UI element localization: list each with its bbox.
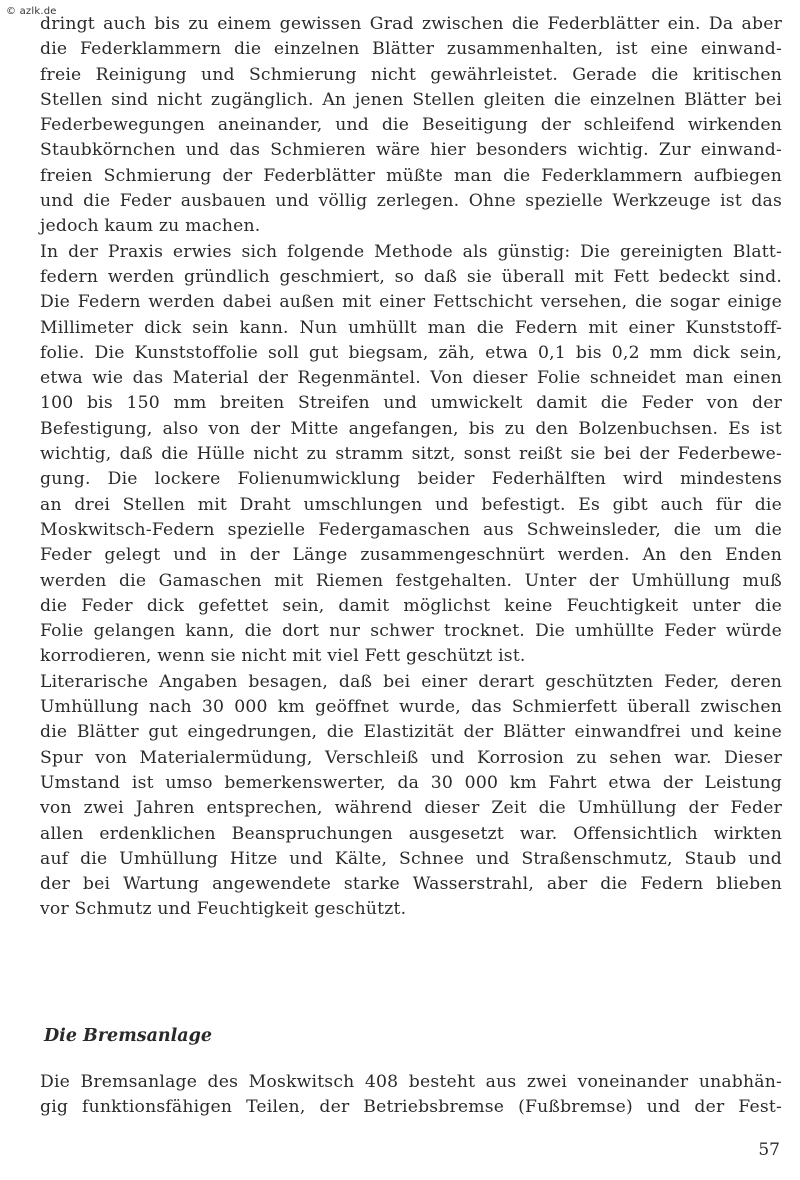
- text-line: Moskwitsch-Federn spezielle Federgamaschen aus Schweinsleder, die um die: [40, 519, 782, 540]
- text-line: Spur von Materialermüdung, Verschleiß und Korrosion zu sehen war. Dieser: [40, 747, 782, 768]
- text-line: Stellen sind nicht zugänglich. An jenen Stellen gleiten die einzelnen Blätter bei: [40, 89, 782, 110]
- body-text: [40, 12, 782, 923]
- text-line: werden die Gamaschen mit Riemen festgehalten. Unter der Umhüllung muß: [40, 570, 782, 591]
- watermark: © azlk.de: [6, 6, 57, 17]
- paragraph-3: [40, 670, 782, 923]
- text-line: jedoch kaum zu machen.: [40, 216, 261, 237]
- text-line: der bei Wartung angewendete starke Wasserstrahl, aber die Federn blieben: [40, 874, 782, 895]
- text-line: Folie gelangen kann, die dort nur schwer trocknet. Die umhüllte Feder würde: [40, 621, 782, 642]
- text-line: Literarische Angaben besagen, daß bei einer derart geschützten Feder, deren: [40, 671, 782, 692]
- text-line: und die Feder ausbauen und völlig zerlegen. Ohne spezielle Werkzeuge ist das: [40, 191, 782, 212]
- text-line: auf die Umhüllung Hitze und Kälte, Schnee und Straßenschmutz, Staub und: [40, 848, 782, 869]
- text-line: Federbewegungen aneinander, und die Beseitigung der schleifend wirkenden: [40, 115, 782, 136]
- paragraph-2: [40, 240, 782, 670]
- text-line: Millimeter dick sein kann. Nun umhüllt man die Federn mit einer Kunststoff-: [40, 317, 782, 338]
- text-line: vor Schmutz und Feuchtigkeit geschützt.: [40, 899, 407, 920]
- text-line: Umstand ist umso bemerkenswerter, da 30 000 km Fahrt etwa der Leistung: [40, 772, 782, 793]
- text-line: Die Federn werden dabei außen mit einer Fettschicht versehen, die sogar einige: [40, 292, 782, 313]
- section-paragraph: [40, 1070, 782, 1121]
- text-line: allen erdenklichen Beanspruchungen ausgesetzt war. Offensichtlich wirkten: [40, 823, 782, 844]
- text-line: Befestigung, also von der Mitte angefangen, bis zu den Bolzenbuchsen. Es ist: [40, 418, 782, 439]
- text-line: freien Schmierung der Federblätter müßte man die Federklammern aufbiegen: [40, 165, 782, 186]
- text-line: an drei Stellen mit Draht umschlungen und befestigt. Es gibt auch für die: [40, 494, 782, 515]
- text-line: etwa wie das Material der Regenmäntel. Von dieser Folie schneidet man einen: [40, 368, 782, 389]
- text-line: die Feder dick gefettet sein, damit möglichst keine Feuchtigkeit unter die: [40, 595, 782, 616]
- text-line: 100 bis 150 mm breiten Streifen und umwickelt damit die Feder von der: [40, 393, 782, 414]
- text-line: die Blätter gut eingedrungen, die Elastizität der Blätter einwandfrei und keine: [40, 722, 782, 743]
- text-line: freie Reinigung und Schmierung nicht gewährleistet. Gerade die kritischen: [40, 64, 782, 85]
- text-line: Feder gelegt und in der Länge zusammengeschnürt werden. An den Enden: [40, 545, 782, 566]
- text-line: Umhüllung nach 30 000 km geöffnet wurde, das Schmierfett überall zwischen: [40, 697, 782, 718]
- text-line: dringt auch bis zu einem gewissen Grad zwischen die Federblätter ein. Da aber: [40, 14, 782, 34]
- text-line: folie. Die Kunststoffolie soll gut biegsam, zäh, etwa 0,1 bis 0,2 mm dick sein,: [40, 342, 782, 363]
- text-line: wichtig, daß die Hülle nicht zu stramm sitzt, sonst reißt sie bei der Federbewe-: [40, 444, 782, 465]
- text-line: von zwei Jahren entsprechen, während dieser Zeit die Umhüllung der Feder: [40, 798, 782, 819]
- text-line: gung. Die lockere Folienumwicklung beider Federhälften wird mindestens: [40, 469, 782, 490]
- paragraph-1: [40, 12, 782, 240]
- text-line: In der Praxis erwies sich folgende Methode als günstig: Die gereinigten Blatt-: [40, 241, 782, 262]
- text-line: federn werden gründlich geschmiert, so daß sie überall mit Fett bedeckt sind.: [40, 266, 782, 287]
- section-heading: Die Bremsanlage: [44, 1026, 212, 1046]
- text-line: korrodieren, wenn sie nicht mit viel Fett geschützt ist.: [40, 646, 526, 667]
- text-line: Staubkörnchen und das Schmieren wäre hier besonders wichtig. Zur einwand-: [40, 140, 782, 161]
- text-line: Die Bremsanlage des Moskwitsch 408 besteht aus zwei voneinander unabhän-: [40, 1072, 782, 1092]
- text-line: die Federklammern die einzelnen Blätter zusammenhalten, ist eine einwand-: [40, 39, 782, 60]
- text-line: gig funktionsfähigen Teilen, der Betriebsbremse (Fußbremse) und der Fest-: [40, 1097, 782, 1118]
- page-number: 57: [758, 1140, 780, 1160]
